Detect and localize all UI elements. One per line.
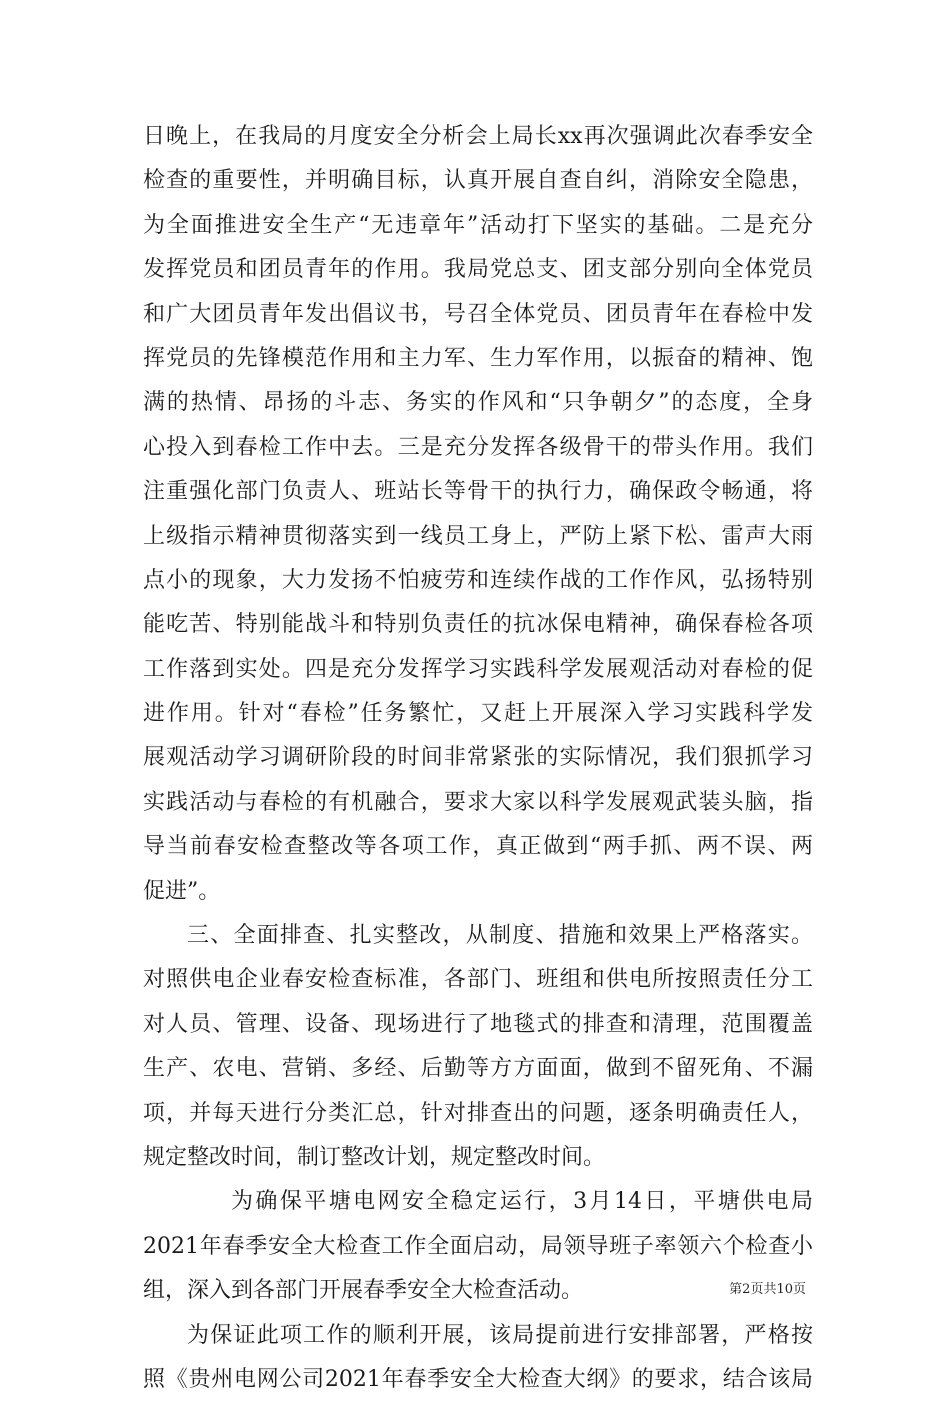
text-line: 工作落到实处。四是充分发挥学习实践科学发展观活动对春检的促 <box>143 656 813 682</box>
text-line: 和广大团员青年发出倡议书，号召全体党员、团员青年在春检中发 <box>143 301 813 327</box>
text-line: 为全面推进安全生产“无违章年”活动打下坚实的基础。二是充分 <box>143 212 813 238</box>
text-line: 检查的重要性，并明确目标，认真开展自查自纠，消除安全隐患， <box>143 168 813 194</box>
page-number: 第2页共10页 <box>729 1282 806 1297</box>
document-body <box>143 115 813 1402</box>
text-line: 项，并每天进行分类汇总，针对排查出的问题，逐条明确责任人， <box>143 1100 813 1126</box>
text-line: 发挥党员和团员青年的作用。我局党总支、团支部分别向全体党员 <box>143 257 813 283</box>
text-line: 照《贵州电网公司2021年春季安全大检查大纲》的要求，结合该局 <box>143 1366 813 1392</box>
text-line: 生产、农电、营销、多经、后勤等方方面面，做到不留死角、不漏 <box>143 1056 813 1082</box>
text-line: 为保证此项工作的顺利开展，该局提前进行安排部署，严格按 <box>187 1322 813 1348</box>
text-line: 对人员、管理、设备、现场进行了地毯式的排查和清理，范围覆盖 <box>143 1011 813 1037</box>
text-line: 2021年春季安全大检查工作全面启动，局领导班子率领六个检查小 <box>143 1233 813 1259</box>
text-line: 上级指示精神贯彻落实到一线员工身上，严防上紧下松、雷声大雨 <box>143 523 813 549</box>
paragraph <box>143 115 813 914</box>
text-line: 展观活动学习调研阶段的时间非常紧张的实际情况，我们狠抓学习 <box>143 745 813 771</box>
text-line: 实践活动与春检的有机融合，要求大家以科学发展观武装头脑，指 <box>143 789 813 815</box>
text-line: 规定整改时间，制订整改计划，规定整改时间。 <box>143 1144 606 1170</box>
text-line: 进作用。针对“春检”任务繁忙，又赶上开展深入学习实践科学发 <box>143 701 813 727</box>
text-line: 挥党员的先锋模范作用和主力军、生力军作用，以振奋的精神、饱 <box>143 345 813 371</box>
text-line: 心投入到春检工作中去。三是充分发挥各级骨干的带头作用。我们 <box>143 434 813 460</box>
paragraph <box>143 1314 813 1402</box>
text-line: 满的热情、昂扬的斗志、务实的作风和“只争朝夕”的态度，全身 <box>143 390 813 416</box>
paragraph <box>143 1180 813 1313</box>
text-line: 导当前春安检查整改等各项工作，真正做到“两手抓、两不误、两 <box>143 834 813 860</box>
text-line: 为确保平塘电网安全稳定运行，3月14日，平塘供电局 <box>231 1189 813 1215</box>
paragraph <box>143 914 813 1180</box>
text-line: 组，深入到各部门开展春季安全大检查活动。 <box>143 1278 584 1304</box>
text-line: 点小的现象，大力发扬不怕疲劳和连续作战的工作作风，弘扬特别 <box>143 567 813 593</box>
text-line: 注重强化部门负责人、班站长等骨干的执行力，确保政令畅通，将 <box>143 479 813 505</box>
text-line: 三、全面排查、扎实整改，从制度、措施和效果上严格落实。 <box>187 923 813 949</box>
text-line: 对照供电企业春安检查标准，各部门、班组和供电所按照责任分工 <box>143 967 813 993</box>
text-line: 日晚上，在我局的月度安全分析会上局长xx再次强调此次春季安全 <box>143 124 813 149</box>
text-line: 能吃苦、特别能战斗和特别负责任的抗冰保电精神，确保春检各项 <box>143 612 813 638</box>
text-line: 促进”。 <box>143 878 221 904</box>
